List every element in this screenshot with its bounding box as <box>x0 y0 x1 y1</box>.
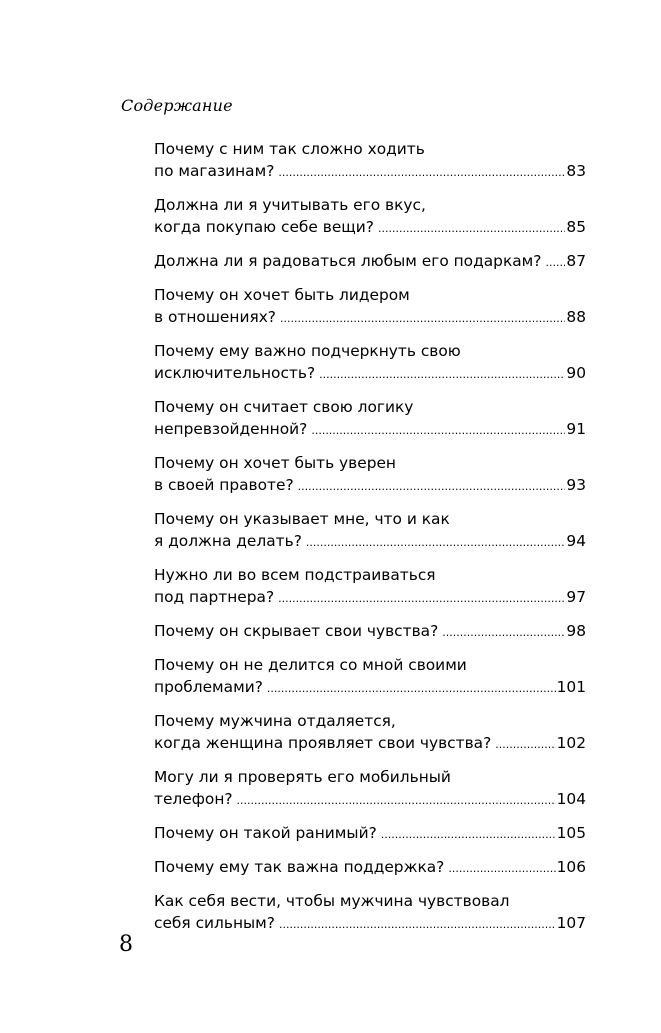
toc-entry-line <box>154 362 586 386</box>
toc-entry <box>154 194 586 240</box>
dot-leader <box>279 914 556 936</box>
toc-entry-title-end: по магазинам? <box>154 162 275 180</box>
toc-entry-line <box>154 418 586 442</box>
toc-entry-title-end: я должна делать? <box>154 532 302 550</box>
toc-page-number: 106 <box>556 858 586 876</box>
toc-entry-line <box>154 822 586 846</box>
toc-entry-title: Должна ли я учитывать его вкус, <box>154 196 426 214</box>
toc-entry-title: Почему он указывает мне, что и как <box>154 510 450 528</box>
dot-leader <box>267 678 556 700</box>
dot-leader <box>545 252 565 274</box>
toc-entry <box>154 564 586 610</box>
toc-entry <box>154 452 586 498</box>
toc-page-number: 87 <box>566 252 586 270</box>
toc-page-number: 98 <box>566 622 586 640</box>
toc-entry-line <box>154 216 586 240</box>
toc-entry-title-end: непревзойденной? <box>154 420 308 438</box>
toc-entry-line <box>154 912 586 936</box>
toc-entry <box>154 654 586 700</box>
toc-entry-line <box>154 250 586 274</box>
dot-leader <box>442 622 565 644</box>
toc-entry-title: Почему с ним так сложно ходить <box>154 140 425 158</box>
dot-leader <box>298 476 566 498</box>
toc-entry-title-end: исключительность? <box>154 364 316 382</box>
toc-entry <box>154 396 586 442</box>
toc-entry-title-end: телефон? <box>154 790 233 808</box>
toc-entry-line <box>154 530 586 554</box>
toc-entry <box>154 250 586 274</box>
toc-entry-title-end: когда покупаю себе вещи? <box>154 218 374 236</box>
page-number: 8 <box>119 932 133 957</box>
toc-entry-title-end: под партнера? <box>154 588 275 606</box>
toc-entry-line <box>154 732 586 756</box>
toc-entry-title: Почему мужчина отдаляется, <box>154 712 396 730</box>
toc-page-number: 101 <box>556 678 586 696</box>
toc-entry-title-end: в своей правоте? <box>154 476 294 494</box>
toc-entry-title-end: Почему ему так важна поддержка? <box>154 858 445 876</box>
dot-leader <box>306 532 566 554</box>
toc-page-number: 93 <box>566 476 586 494</box>
toc-entry-line <box>154 620 586 644</box>
toc-entry <box>154 856 586 880</box>
toc-page-number: 105 <box>556 824 586 842</box>
dot-leader <box>495 734 555 756</box>
toc-entry <box>154 890 586 936</box>
toc-entry <box>154 340 586 386</box>
toc-entry <box>154 284 586 330</box>
toc-page-number: 90 <box>566 364 586 382</box>
dot-leader <box>311 420 565 442</box>
toc-page-number: 91 <box>566 420 586 438</box>
toc-page-number: 102 <box>556 734 586 752</box>
toc-entry <box>154 766 586 812</box>
toc-entry-title: Почему он считает свою логику <box>154 398 414 416</box>
toc-page-number: 104 <box>556 790 586 808</box>
toc-entry-title: Почему ему важно подчеркнуть свою <box>154 342 461 360</box>
dot-leader <box>237 790 556 812</box>
running-header: Содержание <box>121 96 233 115</box>
toc-entry <box>154 822 586 846</box>
dot-leader <box>278 588 565 610</box>
dot-leader <box>319 364 565 386</box>
toc-page-number: 107 <box>556 914 586 932</box>
toc-entry-line <box>154 856 586 880</box>
toc-entry-line <box>154 788 586 812</box>
toc-entry-title-end: когда женщина проявляет свои чувства? <box>154 734 492 752</box>
toc-entry-title-end: Должна ли я радоваться любым его подаркам? <box>154 252 542 270</box>
dot-leader <box>448 858 555 880</box>
toc-entry-line <box>154 474 586 498</box>
toc-entry-title-end: Почему он скрывает свои чувства? <box>154 622 439 640</box>
toc-entry <box>154 508 586 554</box>
toc-page-number: 94 <box>566 532 586 550</box>
toc-entry-title-end: в отношениях? <box>154 308 276 326</box>
dot-leader <box>280 308 565 330</box>
toc-page-number: 97 <box>566 588 586 606</box>
toc-entry <box>154 710 586 756</box>
toc-entry-title: Могу ли я проверять его мобильный <box>154 768 451 786</box>
toc-entry-title-end: проблемами? <box>154 678 263 696</box>
dot-leader <box>381 824 556 846</box>
toc-entry-title: Почему он не делится со мной своими <box>154 656 467 674</box>
toc-entry-line <box>154 586 586 610</box>
toc-entry-line <box>154 160 586 184</box>
toc-entry <box>154 138 586 184</box>
toc-entry-line <box>154 306 586 330</box>
toc-page-number: 83 <box>566 162 586 180</box>
toc-entry <box>154 620 586 644</box>
toc-entry-title-end: Почему он такой ранимый? <box>154 824 377 842</box>
toc-entry-title-end: себя сильным? <box>154 914 275 932</box>
dot-leader <box>278 162 565 184</box>
toc-entry-title: Как себя вести, чтобы мужчина чувствовал <box>154 892 510 910</box>
toc-entry-title: Почему он хочет быть лидером <box>154 286 410 304</box>
toc-entry-line <box>154 676 586 700</box>
toc-entry-title: Нужно ли во всем подстраиваться <box>154 566 436 584</box>
toc-page-number: 88 <box>566 308 586 326</box>
toc-entry-title: Почему он хочет быть уверен <box>154 454 396 472</box>
toc-page-number: 85 <box>566 218 586 236</box>
table-of-contents <box>154 138 586 946</box>
dot-leader <box>378 218 565 240</box>
